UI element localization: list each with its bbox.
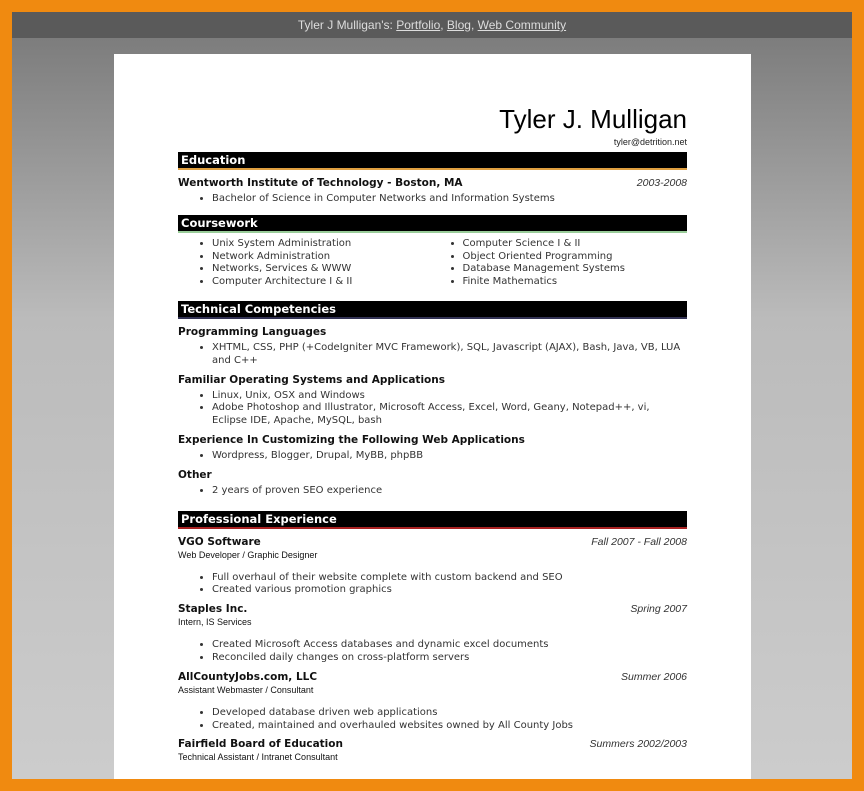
job-dates: Summer 2006 [621,670,687,683]
blog-link[interactable]: Blog [446,18,471,32]
list-item: • Finite Mathematics [463,276,688,289]
job-role: Assistant Webmaster / Consultant [178,684,314,695]
job-dates: Fall 2007 - Fall 2008 [591,535,687,548]
list-item: • Created Microsoft Access databases and dynamic excel documents [212,639,687,652]
competency-list [178,450,687,463]
competency-heading: Programming Languages [178,325,327,338]
list-item: • Network Administration [212,251,437,264]
competency-heading: Familiar Operating Systems and Applications [178,373,445,386]
list-item: • Linux, Unix, OSX and Windows [212,390,687,403]
list-item: • Computer Science I & II [463,238,688,251]
job-role: Technical Assistant / Intranet Consultant [178,752,338,763]
competency-list [178,485,687,498]
competency-list [178,342,687,368]
job-duties [178,639,687,665]
list-item: • Created various promotion graphics [212,584,687,597]
education-row [178,177,687,190]
job-dates: Summers 2002/2003 [589,738,687,751]
education-heading: Education [178,152,687,170]
web-community-link[interactable]: Web Community [477,18,567,32]
job-company: AllCountyJobs.com, LLC [178,670,318,683]
job-role: Web Developer / Graphic Designer [178,549,318,560]
experience-heading: Professional Experience [178,511,687,529]
list-item: • Wordpress, Blogger, Drupal, MyBB, phpBB [212,450,687,463]
list-item: • Networks, Services & WWW [212,263,437,276]
list-item: • 2 years of proven SEO experience [212,485,687,498]
job-row [178,671,687,684]
education-dates: 2003-2008 [636,177,687,189]
browser-frame [12,12,852,779]
list-item: • Bachelor of Science in Computer Networks and Information Systems [212,193,687,206]
job-row [178,536,687,549]
list-item: • Database Management Systems [463,263,688,276]
coursework-left [178,238,437,289]
list-item: • Unix System Administration [212,238,437,251]
resume-name: Tyler J. Mulligan [499,104,687,134]
job-row [178,738,687,751]
coursework-lists [178,238,687,289]
job-role: Intern, IS Services [178,617,252,628]
list-item: • Developed database driven web applications [212,707,687,720]
job-row [178,603,687,616]
list-item: • Reconciled daily changes on cross-platform servers [212,652,687,665]
portfolio-link[interactable]: Portfolio [396,18,441,32]
coursework-heading: Coursework [178,215,687,233]
competency-list [178,390,687,428]
list-item: • Object Oriented Programming [463,251,688,264]
job-company: Fairfield Board of Education [178,738,343,751]
coursework-right [437,238,688,289]
job-dates: Spring 2007 [630,603,687,616]
resume-email[interactable]: tyler@detrition.net [613,137,687,147]
list-item: • Computer Architecture I & II [212,276,437,289]
top-bar: Tyler J Mulligan's: Portfolio, Blog, Web Community [12,12,852,38]
technical-groups [178,326,687,498]
job-company: Staples Inc. [178,603,248,616]
competency-heading: Other [178,468,212,481]
list-item: • Adobe Photoshop and Illustrator, Microsoft Access, Excel, Word, Geany, Notepad++, vi, Eclipse IDE, Apache, MySQL, bash [212,402,687,428]
experience-jobs [178,536,687,764]
job-company: VGO Software [178,535,261,548]
school: Wentworth Institute of Technology - Boston, MA [178,177,463,189]
list-item: • Full overhaul of their website complete with custom backend and SEO [212,572,687,585]
list-item: • Created, maintained and overhauled websites owned by All County Jobs [212,720,687,733]
topbar-prefix: Tyler J Mulligan's: [297,18,397,32]
resume-page [114,54,751,779]
list-item: • XHTML, CSS, PHP (+CodeIgniter MVC Framework), SQL, Javascript (AJAX), Bash, Java, VB, LUA and C++ [212,342,687,368]
job-duties [178,707,687,733]
education-list [178,193,687,206]
competency-heading: Experience In Customizing the Following Web Applications [178,433,525,446]
job-duties [178,572,687,598]
technical-heading: Technical Competencies [178,301,687,319]
